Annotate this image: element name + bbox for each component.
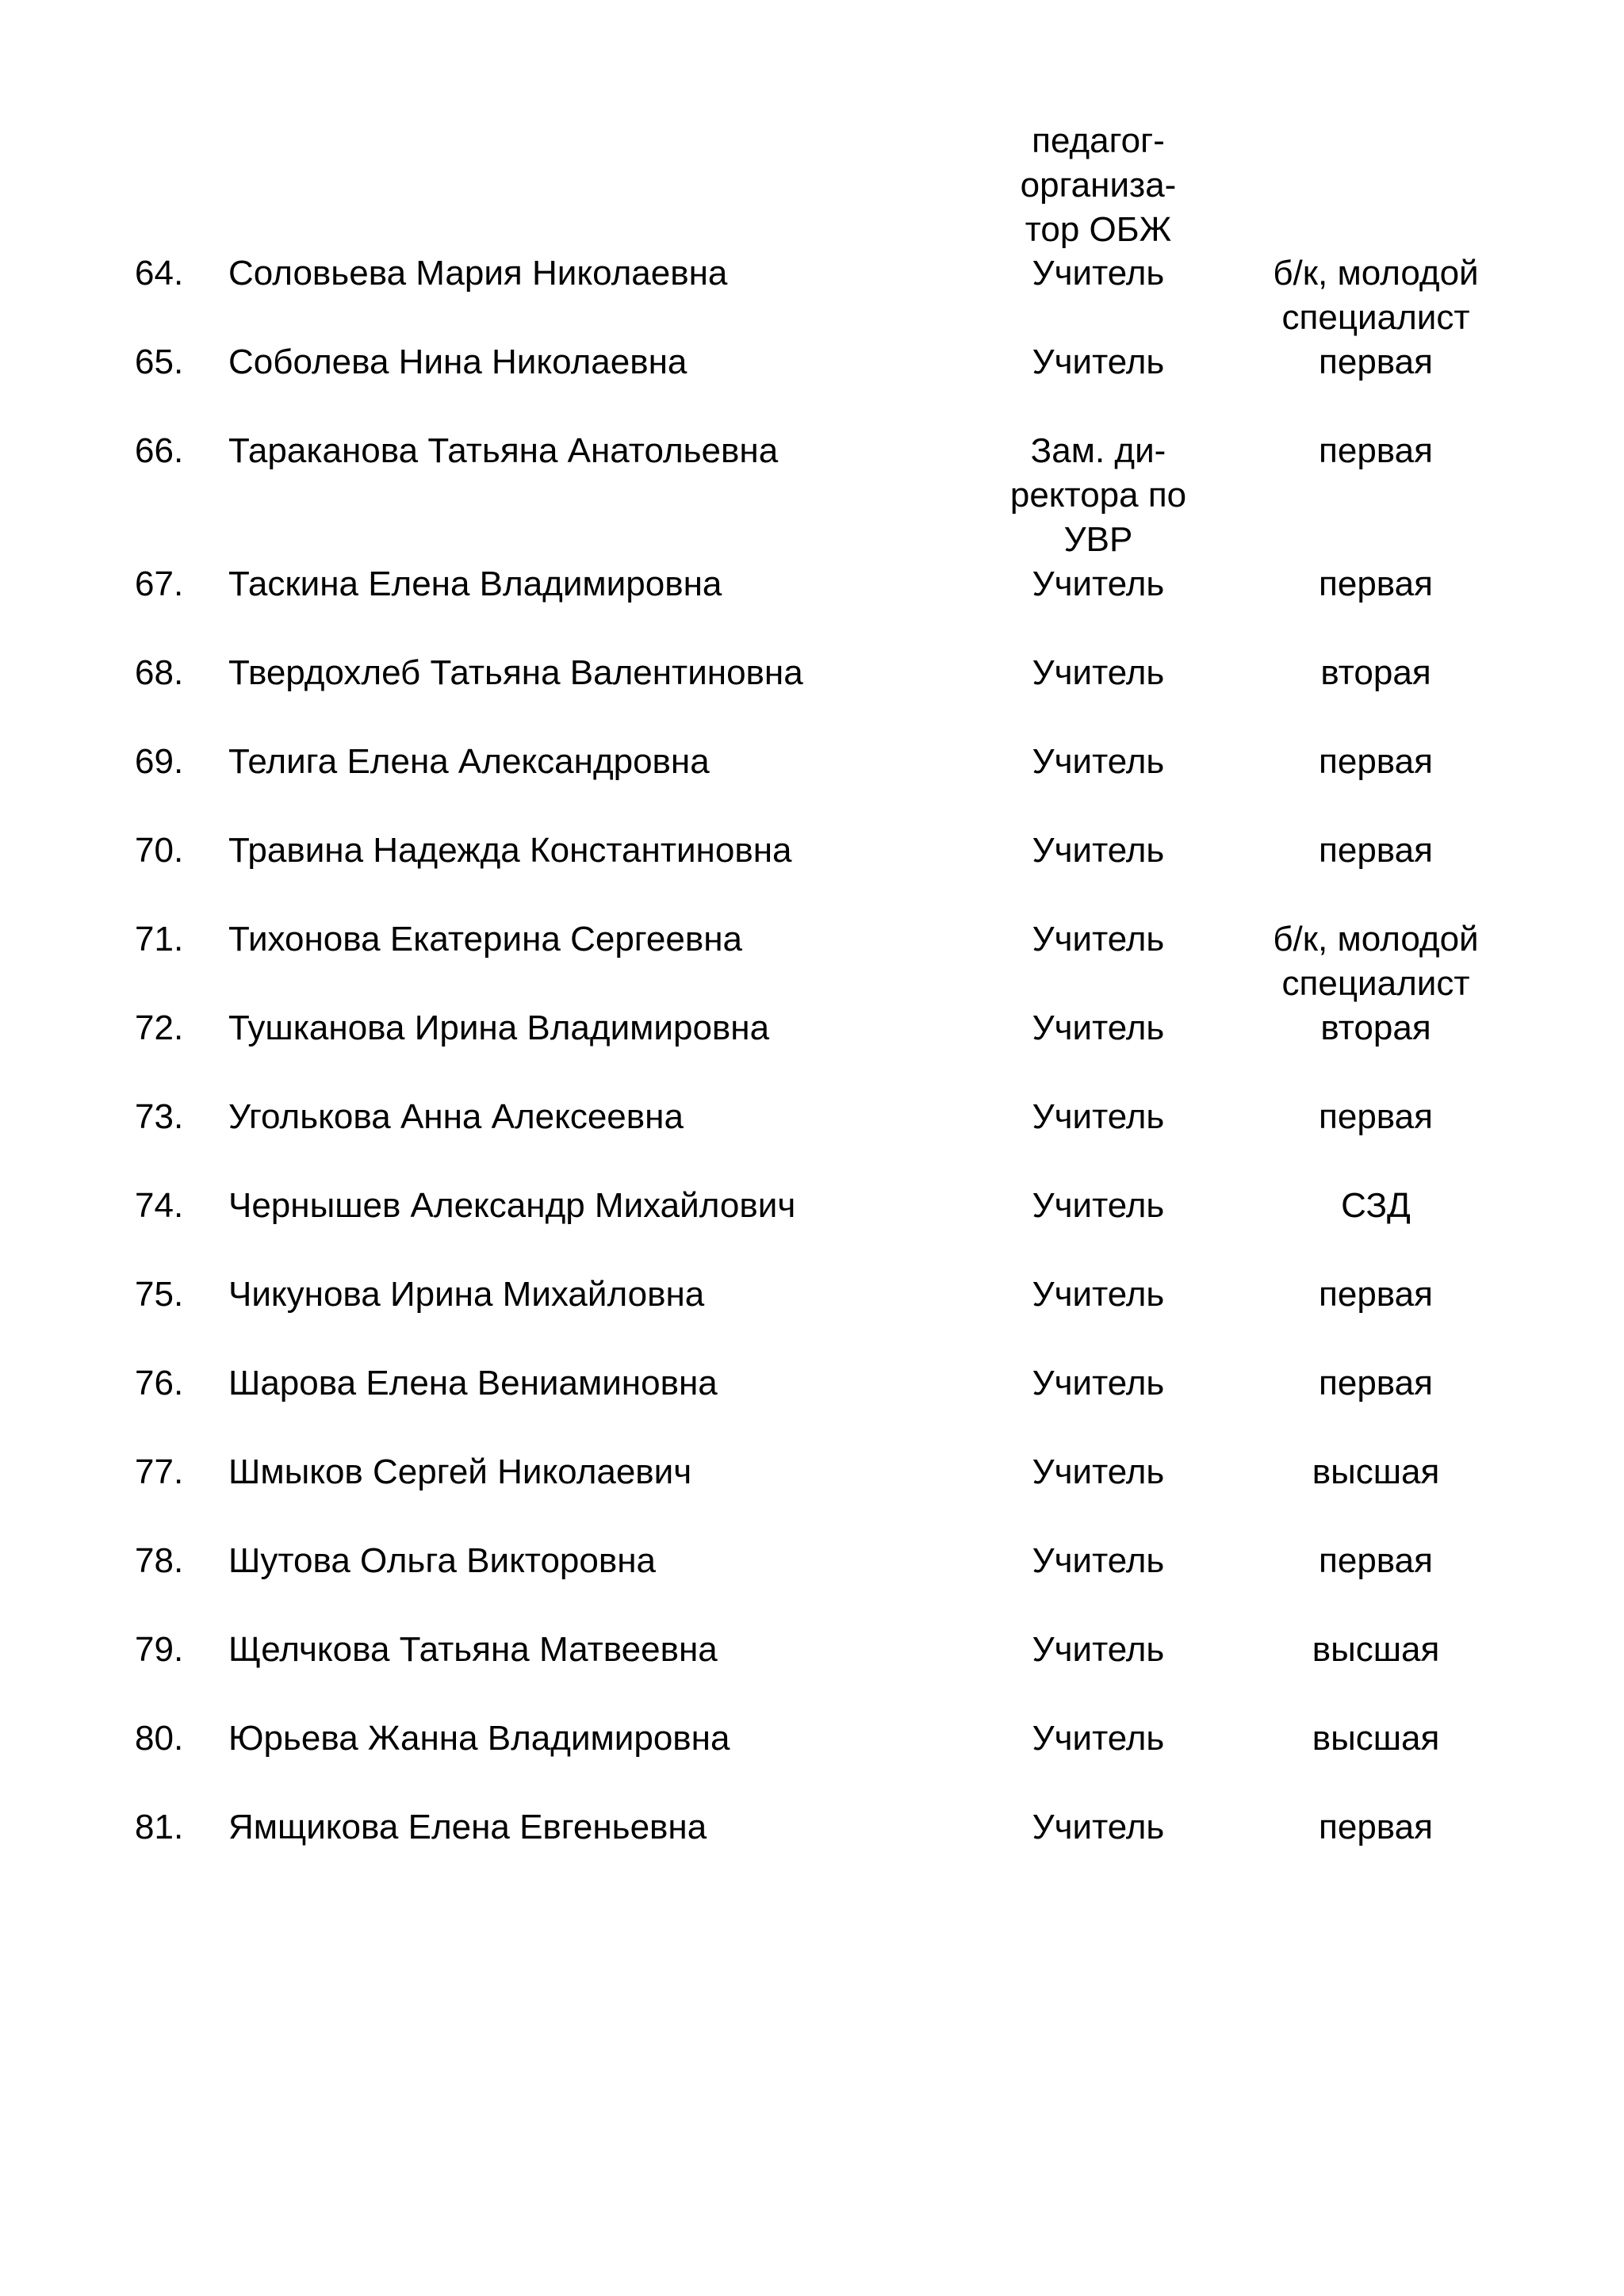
- category-cell: первая: [1319, 742, 1433, 781]
- position-cell: Учитель: [1032, 564, 1165, 603]
- full-name: Ямщикова Елена Евгеньевна: [228, 1808, 707, 1846]
- position-cell: Учитель: [1032, 1541, 1165, 1580]
- full-name: Шарова Елена Вениаминовна: [228, 1364, 718, 1402]
- row-number: 69.: [135, 742, 184, 781]
- row-number: 75.: [135, 1275, 184, 1314]
- position-cell: Учитель: [1032, 1275, 1165, 1314]
- row-number: 67.: [135, 564, 184, 603]
- position-cell: Учитель: [1032, 653, 1165, 692]
- full-name: Тихонова Екатерина Сергеевна: [228, 920, 742, 959]
- category-cell: высшая: [1312, 1452, 1440, 1491]
- table-row: [0, 429, 1624, 562]
- position-cell: Зам. ди- ректора по УВР: [1009, 431, 1187, 559]
- category-cell: вторая: [1320, 1008, 1431, 1047]
- category-cell: вторая: [1320, 653, 1431, 692]
- position-cell: Учитель: [1032, 1364, 1165, 1402]
- position-cell: Учитель: [1032, 1808, 1165, 1846]
- position-cell: Учитель: [1032, 1008, 1165, 1047]
- row-number: 77.: [135, 1452, 184, 1491]
- full-name: Шмыков Сергей Николаевич: [228, 1452, 692, 1491]
- row-number: 76.: [135, 1364, 184, 1402]
- row-number: 80.: [135, 1719, 184, 1758]
- position-cell: Учитель: [1032, 1452, 1165, 1491]
- full-name: Юрьева Жанна Владимировна: [228, 1719, 730, 1758]
- category-cell: высшая: [1312, 1719, 1440, 1758]
- category-cell: б/к, молодой специалист: [1273, 254, 1479, 337]
- full-name: Уголькова Анна Алексеевна: [228, 1097, 684, 1136]
- table-row: [0, 1805, 1624, 1938]
- row-number: 68.: [135, 653, 184, 692]
- category-cell: СЗД: [1341, 1186, 1411, 1225]
- row-number: 73.: [135, 1097, 184, 1136]
- full-name: Таскина Елена Владимировна: [228, 564, 722, 603]
- full-name: Шутова Ольга Викторовна: [228, 1541, 657, 1580]
- category-cell: первая: [1319, 342, 1433, 381]
- full-name: Тараканова Татьяна Анатольевна: [228, 431, 779, 470]
- position-cell: Учитель: [1032, 342, 1165, 381]
- category-cell: первая: [1319, 431, 1433, 470]
- position-cell: Учитель: [1032, 1097, 1165, 1136]
- row-number: 70.: [135, 831, 184, 870]
- row-number: 71.: [135, 920, 184, 959]
- category-cell: первая: [1319, 1364, 1433, 1402]
- category-cell: первая: [1319, 1808, 1433, 1846]
- category-cell: б/к, молодой специалист: [1273, 920, 1479, 1003]
- full-name: Чикунова Ирина Михайловна: [228, 1275, 705, 1314]
- position-cell: Учитель: [1032, 920, 1165, 959]
- category-cell: первая: [1319, 564, 1433, 603]
- position-cell: Учитель: [1032, 254, 1165, 293]
- full-name: Травина Надежда Константиновна: [228, 831, 792, 870]
- full-name: Чернышев Александр Михайлович: [228, 1186, 796, 1225]
- row-number: 66.: [135, 431, 184, 470]
- full-name: Соболева Нина Николаевна: [228, 342, 688, 381]
- full-name: Твердохлеб Татьяна Валентиновна: [228, 653, 803, 692]
- full-name: Тушканова Ирина Владимировна: [228, 1008, 770, 1047]
- category-cell: первая: [1319, 1275, 1433, 1314]
- row-number: 78.: [135, 1541, 184, 1580]
- position-cell: Учитель: [1032, 742, 1165, 781]
- row-number: 81.: [135, 1808, 184, 1846]
- full-name: Соловьева Мария Николаевна: [228, 254, 728, 293]
- category-cell: первая: [1319, 831, 1433, 870]
- category-cell: высшая: [1312, 1630, 1440, 1669]
- row-number: 74.: [135, 1186, 184, 1225]
- category-cell: первая: [1319, 1097, 1433, 1136]
- category-cell: первая: [1319, 1541, 1433, 1580]
- position-cell: Учитель: [1032, 831, 1165, 870]
- position-cell: Учитель: [1032, 1630, 1165, 1669]
- row-number: 65.: [135, 342, 184, 381]
- position-cell: педагог- организа- тор ОБЖ: [1020, 121, 1177, 249]
- row-number: 72.: [135, 1008, 184, 1047]
- position-cell: Учитель: [1032, 1719, 1165, 1758]
- full-name: Щелчкова Татьяна Матвеевна: [228, 1630, 718, 1669]
- row-number: 79.: [135, 1630, 184, 1669]
- row-number: 64.: [135, 254, 184, 293]
- continuation-row: [0, 119, 1624, 252]
- position-cell: Учитель: [1032, 1186, 1165, 1225]
- full-name: Телига Елена Александровна: [228, 742, 710, 781]
